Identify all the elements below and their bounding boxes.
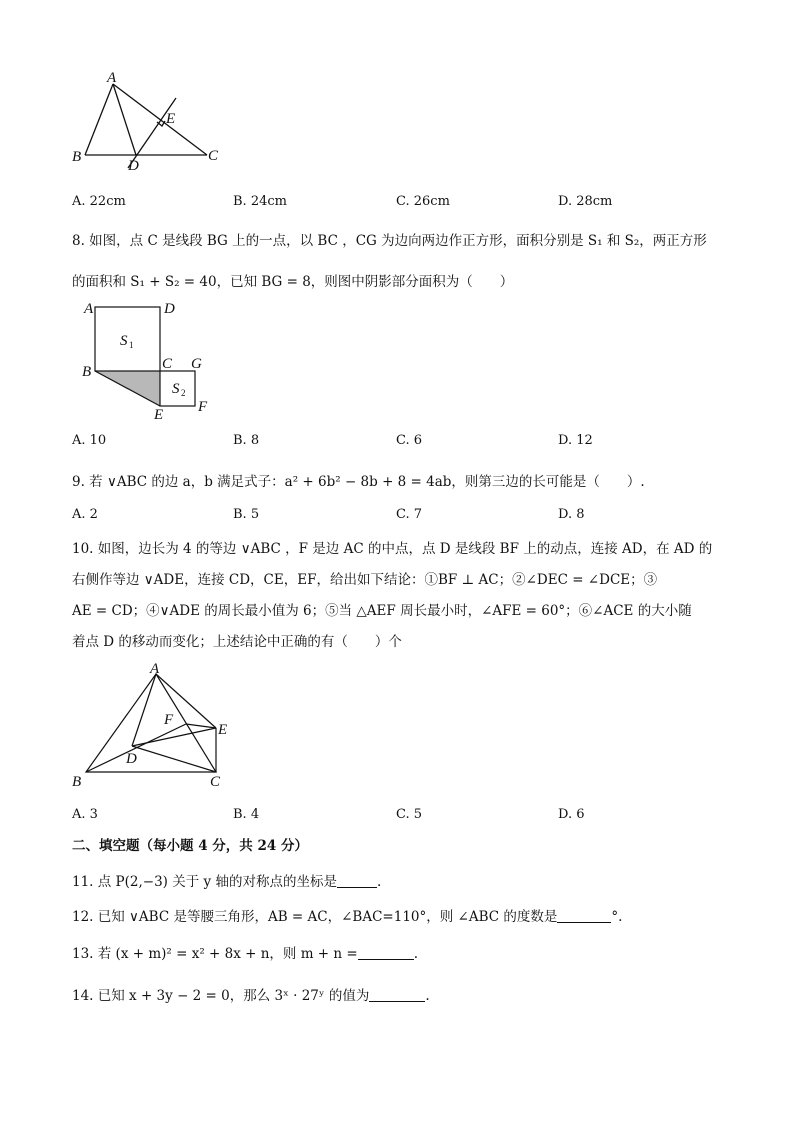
q12-line: [72, 905, 622, 925]
q10-label-c: C: [210, 774, 221, 790]
q7-label-b: B: [72, 149, 82, 165]
q7-option-d[interactable]: D. 28cm: [558, 194, 613, 209]
q9-option-b[interactable]: B. 5: [233, 507, 260, 522]
q7-triangle-figure: [66, 66, 226, 176]
q10-text-line-4: 着点 D 的移动而变化；上述结论中正确的有（ ）个: [72, 634, 402, 650]
q7-segment-ad: [113, 84, 136, 155]
q8-text-line-1: 8. 如图，点 C 是线段 BG 上的一点，以 BC ，CG 为边向两边作正方形，面积分别是 S₁ 和 S₂，两正方形: [72, 233, 707, 249]
q8-text-line-2: 的面积和 S₁ + S₂ = 40，已知 BG = 8，则图中阴影部分面积为（ ）: [72, 274, 514, 290]
q10-text-line-2: 右侧作等边 ∨ADE，连接 CD，CE，EF，给出如下结论：①BF ⊥ AC；②∠DEC = ∠DCE；③: [72, 572, 658, 588]
q11-line: [72, 870, 381, 890]
q8-label-b: B: [82, 364, 92, 380]
q7-edge-ac: [113, 84, 207, 155]
q14-suffix: .: [425, 988, 430, 1004]
q12-text: 12. 已知 ∨ABC 是等腰三角形，AB = AC，∠BAC=110°，则 ∠ABC 的度数是: [72, 909, 558, 925]
q7-label-d: D: [128, 158, 139, 174]
q8-label-d: D: [164, 301, 175, 317]
q8-label-a: A: [84, 301, 94, 317]
q8-label-s2-sub: 2: [181, 388, 186, 398]
q8-option-a[interactable]: A. 10: [72, 433, 107, 448]
q7-option-c[interactable]: C. 26cm: [396, 194, 450, 209]
q8-option-c[interactable]: C. 6: [396, 433, 423, 448]
q7-right-angle-mark: [157, 121, 165, 126]
q7-label-c: C: [208, 148, 219, 164]
q8-option-d[interactable]: D. 12: [558, 433, 593, 448]
q7-edge-ab: [85, 84, 113, 155]
q7-option-b[interactable]: B. 24cm: [233, 194, 287, 209]
q9-option-c[interactable]: C. 7: [396, 507, 423, 522]
q10-segment-ad: [132, 674, 156, 746]
q10-label-b: B: [72, 774, 82, 790]
q8-label-s2: S: [172, 381, 180, 397]
q8-label-f: F: [198, 399, 208, 415]
q10-label-f: F: [164, 712, 174, 728]
q10-text-line-1: 10. 如图，边长为 4 的等边 ∨ABC ，F 是边 AC 的中点，点 D 是线段 BF 上的动点，连接 AD，在 AD 的: [72, 541, 713, 557]
q7-option-a[interactable]: A. 22cm: [72, 194, 126, 209]
q10-segment-de: [132, 728, 216, 746]
q13-line: [72, 942, 418, 962]
q7-label-a: A: [107, 70, 117, 86]
q8-label-e: E: [154, 407, 164, 423]
q7-label-e: E: [166, 111, 176, 127]
q8-label-s1: S: [120, 333, 128, 349]
q10-option-d[interactable]: D. 6: [558, 807, 585, 822]
q10-text-line-3: AE = CD；④∨ADE 的周长最小值为 6；⑤当 △AEF 周长最小时，∠AFE = 60°；⑥∠ACE 的大小随: [72, 603, 692, 619]
q9-option-d[interactable]: D. 8: [558, 507, 585, 522]
q12-suffix: °.: [611, 909, 623, 925]
q9-option-a[interactable]: A. 2: [72, 507, 98, 522]
q8-label-c: C: [162, 356, 173, 372]
section-2-title: 二、填空题（每小题 4 分，共 24 分）: [72, 838, 308, 854]
q8-squares-figure: [78, 298, 218, 422]
q10-label-a: A: [150, 661, 160, 677]
q13-suffix: .: [413, 946, 418, 962]
q10-option-b[interactable]: B. 4: [233, 807, 260, 822]
q11-suffix: .: [376, 874, 382, 890]
q8-square-s1: [95, 307, 160, 371]
q10-option-a[interactable]: A. 3: [72, 807, 98, 822]
q14-answer-blank[interactable]: [369, 1001, 425, 1002]
q14-line: [72, 984, 430, 1004]
q14-text: 14. 已知 x + 3y − 2 = 0，那么 3ˣ · 27ʸ 的值为: [72, 988, 370, 1004]
q10-option-c[interactable]: C. 5: [396, 807, 423, 822]
q11-answer-blank[interactable]: [337, 887, 377, 888]
q10-segment-dc: [132, 746, 216, 772]
q8-option-b[interactable]: B. 8: [233, 433, 260, 448]
q11-text: 11. 点 P(2,−3) 关于 y 轴的对称点的坐标是: [72, 874, 337, 890]
q10-equilateral-figure: [66, 658, 246, 790]
q12-answer-blank[interactable]: [557, 922, 611, 923]
q13-text: 13. 若 (x + m)² = x² + 8x + n，则 m + n =: [72, 946, 358, 962]
q8-label-g: G: [191, 356, 202, 372]
q8-label-s1-sub: 1: [129, 340, 134, 350]
q10-label-e: E: [218, 722, 228, 738]
q13-answer-blank[interactable]: [358, 959, 414, 960]
q9-text-line-1: 9. 若 ∨ABC 的边 a，b 满足式子：a² + 6b² − 8b + 8 = 4ab，则第三边的长可能是（ ）.: [72, 474, 645, 490]
q10-label-d: D: [126, 751, 137, 767]
